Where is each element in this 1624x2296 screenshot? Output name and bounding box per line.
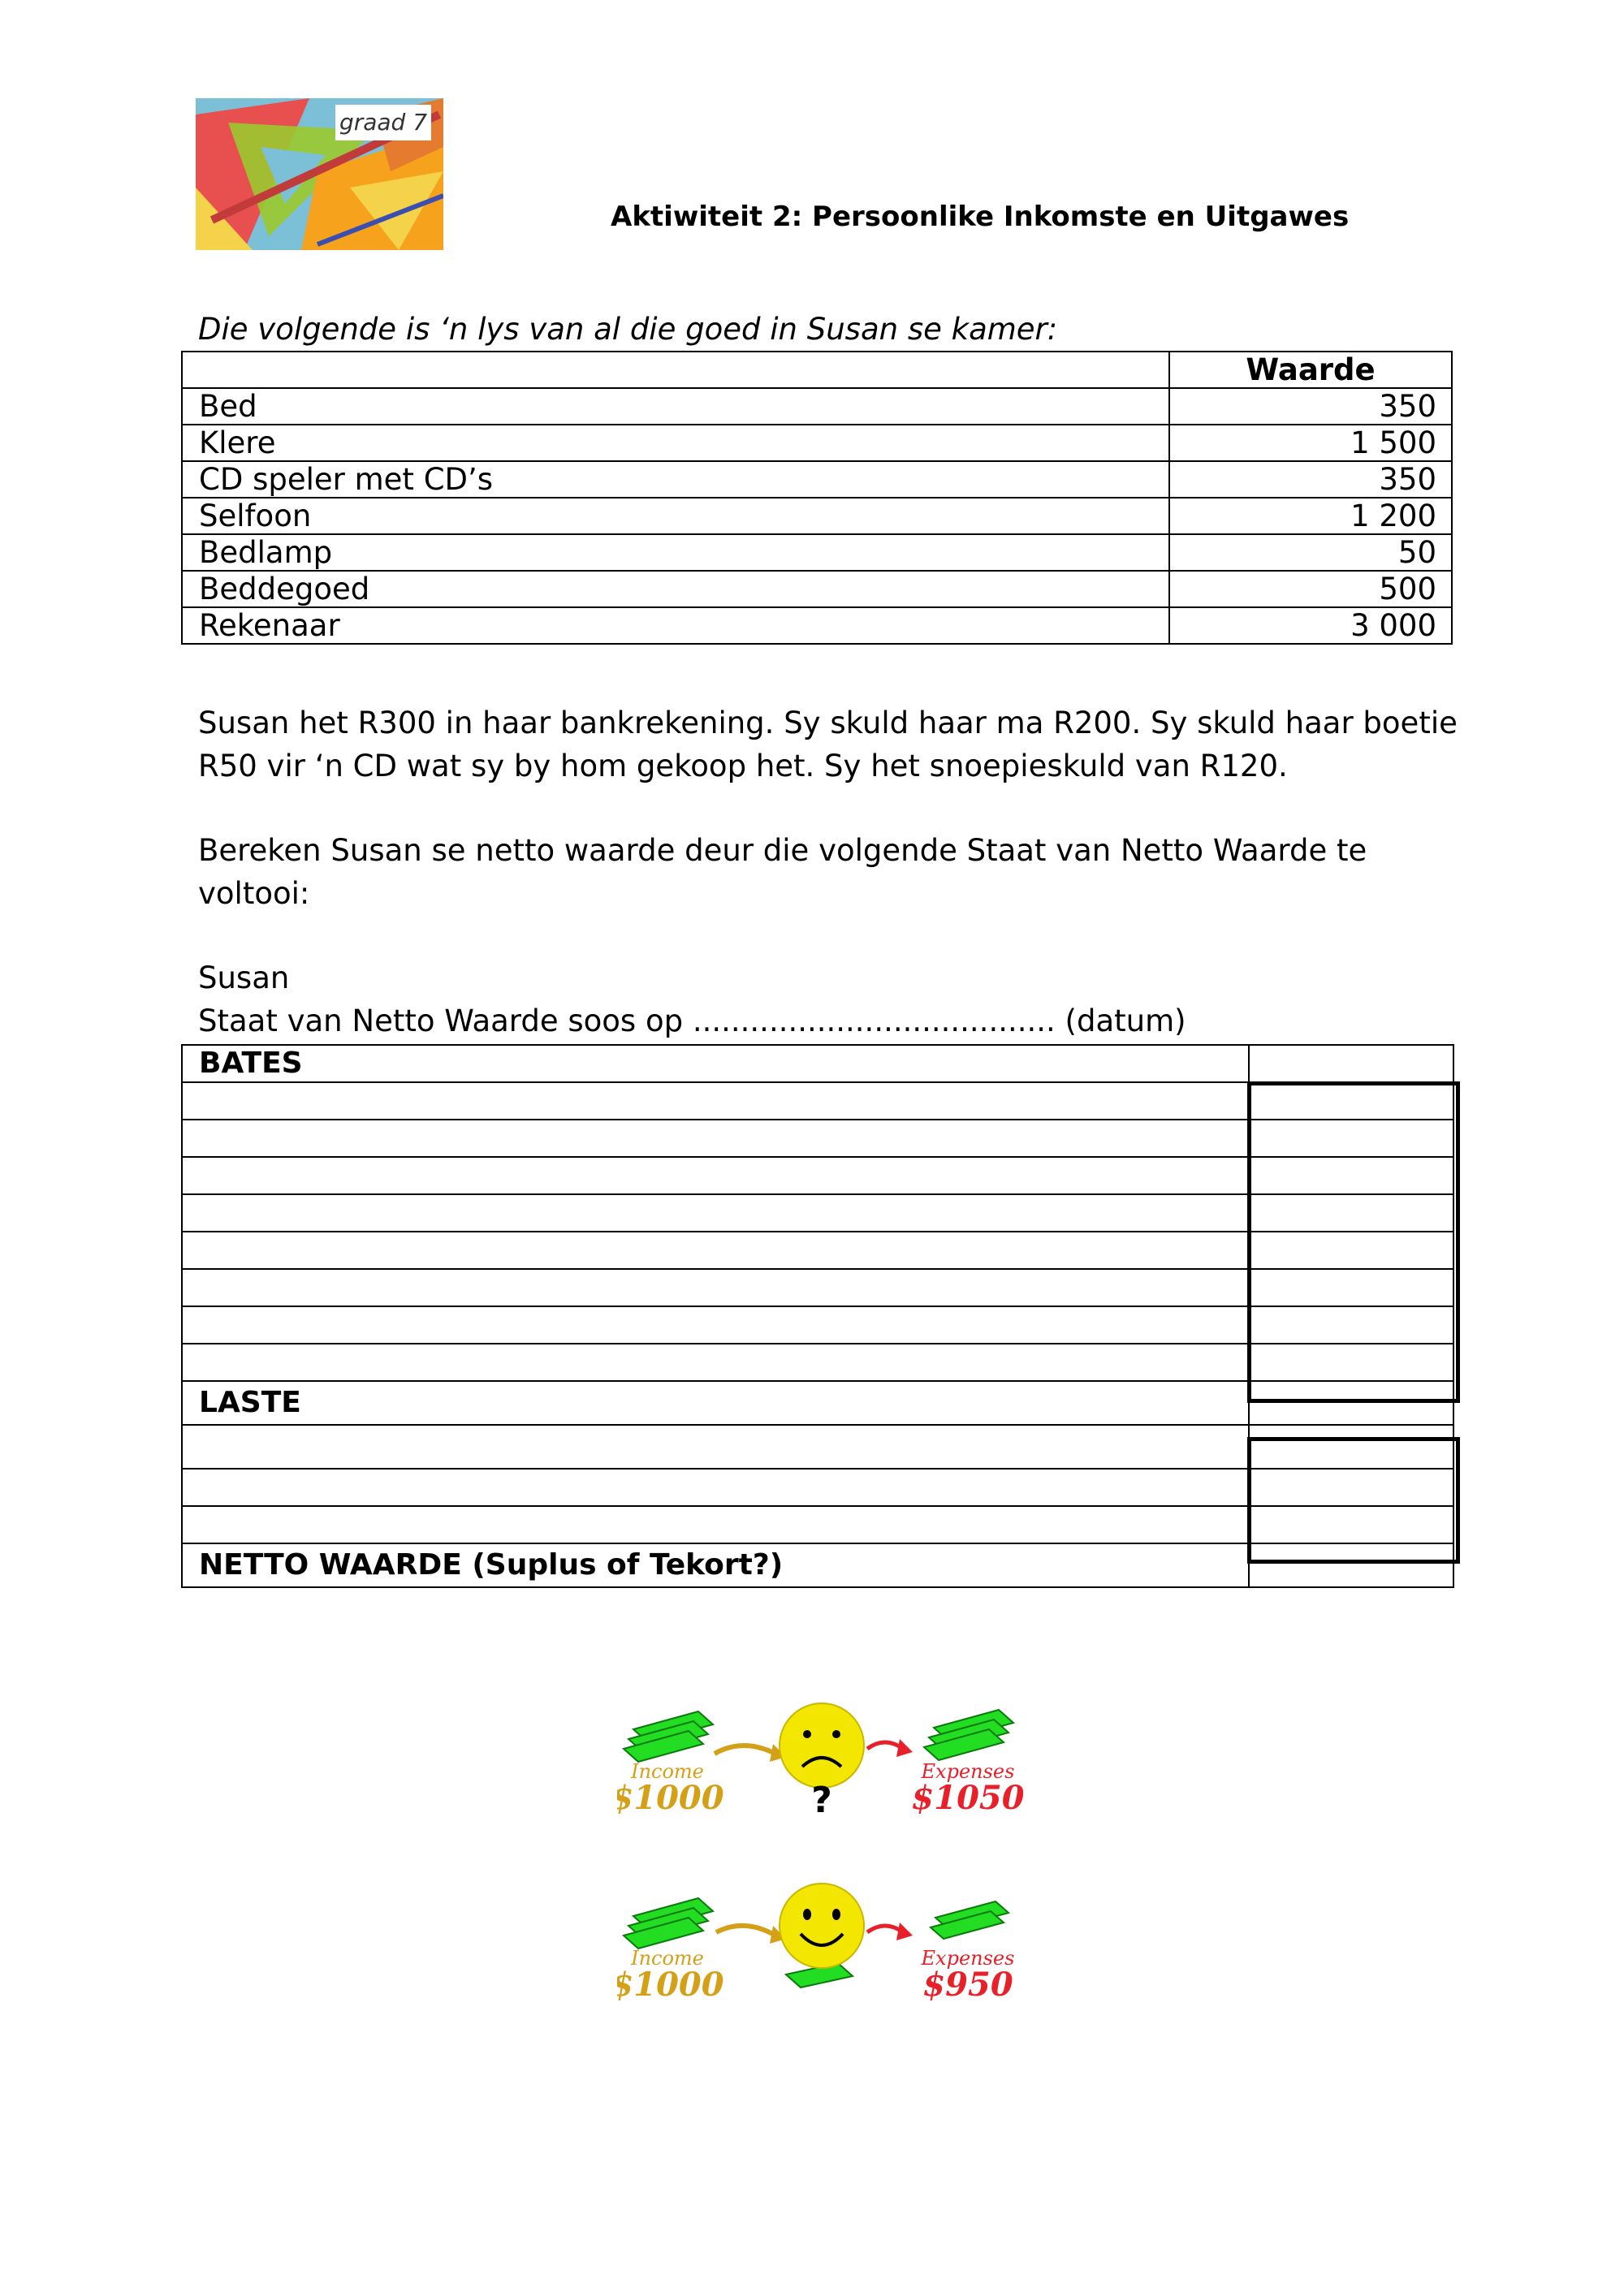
paragraph-line: Bereken Susan se netto waarde deur die volgende Staat van Netto Waarde te <box>198 833 1367 868</box>
expenses-label: Expenses <box>921 1760 1015 1783</box>
header-value: Waarde <box>1169 352 1452 388</box>
item-value: 3 000 <box>1169 607 1452 644</box>
asset-description-field[interactable] <box>182 1082 1249 1120</box>
asset-description-field[interactable] <box>182 1269 1249 1306</box>
table-row <box>182 607 1452 644</box>
item-name: Klere <box>182 425 1169 461</box>
asset-description-field[interactable] <box>182 1344 1249 1381</box>
item-value: 500 <box>1169 571 1452 607</box>
asset-description-field[interactable] <box>182 1306 1249 1344</box>
item-value: 350 <box>1169 461 1452 498</box>
assets-header-amount <box>1249 1045 1453 1082</box>
smiley-face-icon <box>780 1884 864 1968</box>
logo-label: graad 7 <box>335 105 431 140</box>
paragraph-line: Susan het R300 in haar bankrekening. Sy skuld haar ma R200. Sy skuld haar boetie <box>198 706 1458 740</box>
income-value: $1000 <box>617 1966 724 2004</box>
item-name: CD speler met CD’s <box>182 461 1169 498</box>
table-header-row <box>182 352 1452 388</box>
liabilities-label: LASTE <box>182 1381 1249 1425</box>
paragraph-line: R50 vir ‘n CD wat sy by hom gekoop het. Sy het snoepieskuld van R120. <box>198 749 1288 783</box>
arrow-icon <box>715 1746 775 1754</box>
money-stack-icon <box>624 1711 713 1762</box>
table-row <box>182 498 1452 534</box>
item-value: 1 200 <box>1169 498 1452 534</box>
asset-description-field[interactable] <box>182 1232 1249 1269</box>
item-value: 1 500 <box>1169 425 1452 461</box>
intro-text: Die volgende is ‘n lys van al die goed in Susan se kamer: <box>198 312 1058 347</box>
page-title: Aktiwiteit 2: Persoonlike Inkomste en Uitgawes <box>611 201 1350 233</box>
table-row <box>182 461 1452 498</box>
assets-label: BATES <box>182 1045 1249 1082</box>
money-stack-icon <box>924 1710 1013 1760</box>
money-stack-icon <box>624 1898 713 1949</box>
money-stack-icon <box>931 1901 1009 1939</box>
income-value: $1000 <box>617 1779 724 1817</box>
statement-heading: Staat van Netto Waarde soos op ...................................... (datum) <box>198 1003 1186 1038</box>
item-name: Selfoon <box>182 498 1169 534</box>
income-label: Income <box>631 1947 704 1970</box>
sad-face-icon <box>780 1703 864 1788</box>
asset-description-field[interactable] <box>182 1194 1249 1232</box>
item-name: Bed <box>182 388 1169 425</box>
scenario-paragraph <box>198 701 1458 788</box>
table-row <box>182 571 1452 607</box>
item-value: 350 <box>1169 388 1452 425</box>
question-mark: ? <box>811 1780 832 1819</box>
net-worth-label: NETTO WAARDE (Suplus of Tekort?) <box>182 1543 1249 1587</box>
items-table <box>181 351 1453 645</box>
arrow-icon <box>867 1926 903 1932</box>
asset-description-field[interactable] <box>182 1157 1249 1194</box>
income-label: Income <box>631 1760 704 1783</box>
expenses-value: $1050 <box>911 1779 1023 1817</box>
item-name: Rekenaar <box>182 607 1169 644</box>
instruction-paragraph <box>198 829 1367 915</box>
item-name: Bedlamp <box>182 534 1169 571</box>
table-row <box>182 388 1452 425</box>
assets-total-box <box>1247 1081 1460 1403</box>
asset-description-field[interactable] <box>182 1120 1249 1157</box>
logo <box>196 98 443 250</box>
table-row <box>182 425 1452 461</box>
paragraph-line: voltooi: <box>198 876 310 911</box>
assets-header-row <box>182 1045 1453 1082</box>
sad-budget-graphic <box>617 1689 1023 1819</box>
liability-description-field[interactable] <box>182 1425 1249 1469</box>
liability-description-field[interactable] <box>182 1469 1249 1506</box>
statement-name: Susan <box>198 960 290 995</box>
expenses-label: Expenses <box>921 1947 1015 1970</box>
table-row <box>182 534 1452 571</box>
expenses-value: $950 <box>922 1966 1013 2004</box>
happy-budget-graphic <box>617 1867 1023 2005</box>
item-name: Beddegoed <box>182 571 1169 607</box>
arrow-icon <box>867 1742 903 1749</box>
liability-description-field[interactable] <box>182 1506 1249 1543</box>
item-value: 50 <box>1169 534 1452 571</box>
header-item <box>182 352 1169 388</box>
arrow-icon <box>716 1926 775 1936</box>
liabilities-total-box <box>1247 1437 1460 1564</box>
